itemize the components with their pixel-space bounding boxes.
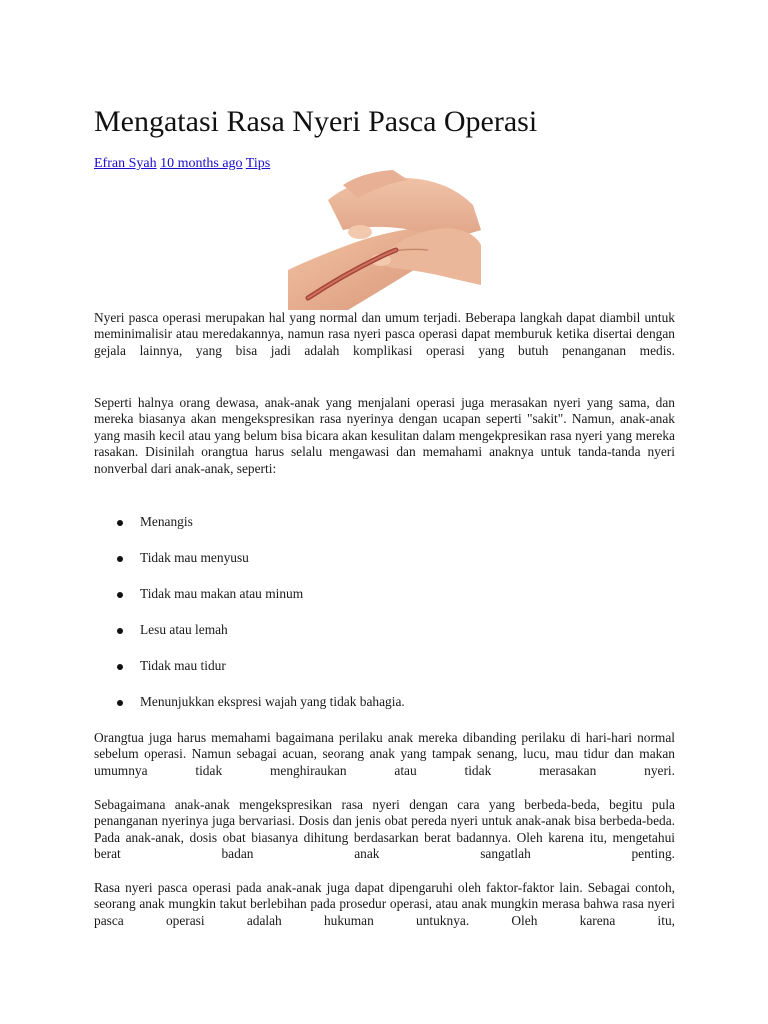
list-item: Tidak mau tidur (94, 658, 675, 694)
list-item: Menangis (94, 514, 675, 550)
nonverbal-signs-list (94, 514, 675, 730)
article-image (288, 170, 481, 310)
article-title: Mengatasi Rasa Nyeri Pasca Operasi (94, 105, 538, 138)
bullet-icon (117, 556, 123, 562)
paragraph-4: Sebagaimana anak-anak mengekspresikan rasa nyeri dengan cara yang berbeda-beda, begitu pula penanganan nyerinya juga bervariasi. Dosis dan jenis obat pereda nyeri untuk anak-anak bisa berbeda-beda. Pada anak-anak, dosis obat biasanya dihitung berdasarkan berat badannya. Oleh karena itu, mengetahui berat badan anak sangatlah penting. (94, 797, 675, 862)
author-link[interactable]: Efran Syah (94, 156, 157, 171)
paragraph-3: Orangtua juga harus memahami bagaimana perilaku anak mereka dibanding perilaku di hari-hari normal sebelum operasi. Namun sebagai acuan, seorang anak yang tampak senang, lucu, mau tidur dan makan umumnya tidak menghiraukan atau tidak merasakan nyeri. (94, 730, 675, 778)
bullet-icon (117, 628, 123, 634)
surgical-scar-wrist-photo-icon (288, 170, 481, 310)
category-link[interactable]: Tips (245, 156, 271, 171)
bullet-icon (117, 520, 123, 526)
list-item: Tidak mau menyusu (94, 550, 675, 586)
list-item: Menunjukkan ekspresi wajah yang tidak bahagia. (94, 694, 675, 730)
bullet-icon (117, 664, 123, 670)
list-item: Tidak mau makan atau minum (94, 586, 675, 622)
bullet-icon (117, 700, 123, 706)
list-item: Lesu atau lemah (94, 622, 675, 658)
article-meta (94, 155, 270, 173)
time-link[interactable]: 10 months ago (160, 156, 243, 171)
paragraph-1: Nyeri pasca operasi merupakan hal yang normal dan umum terjadi. Beberapa langkah dapat diambil untuk meminimalisir atau meredakannya, namun rasa nyeri pasca operasi dapat memburuk ketika disertai dengan gejala lainnya, yang bisa jadi adalah komplikasi operasi yang butuh penanganan medis. (94, 310, 675, 358)
bullet-icon (117, 592, 123, 598)
paragraph-5: Rasa nyeri pasca operasi pada anak-anak juga dapat dipengaruhi oleh faktor-faktor lain. Sebagai contoh, seorang anak mungkin takut berlebihan pada prosedur operasi, atau anak mungkin merasa bahwa rasa nyeri pasca operasi adalah hukuman untuknya. Oleh karena itu, (94, 880, 675, 928)
paragraph-2: Seperti halnya orang dewasa, anak-anak yang menjalani operasi juga merasakan nyeri yang sama, dan mereka biasanya akan mengekspresikan rasa nyerinya dengan ucapan seperti "sakit". Namun, anak-anak yang masih kecil atau yang belum bisa bicara akan kesulitan dalam mengekpresikan rasa nyeri yang mereka rasakan. Disinilah orangtua harus selalu mengawasi dan memahami anaknya untuk tanda-tanda nyeri nonverbal dari anak-anak, seperti: (94, 395, 675, 476)
